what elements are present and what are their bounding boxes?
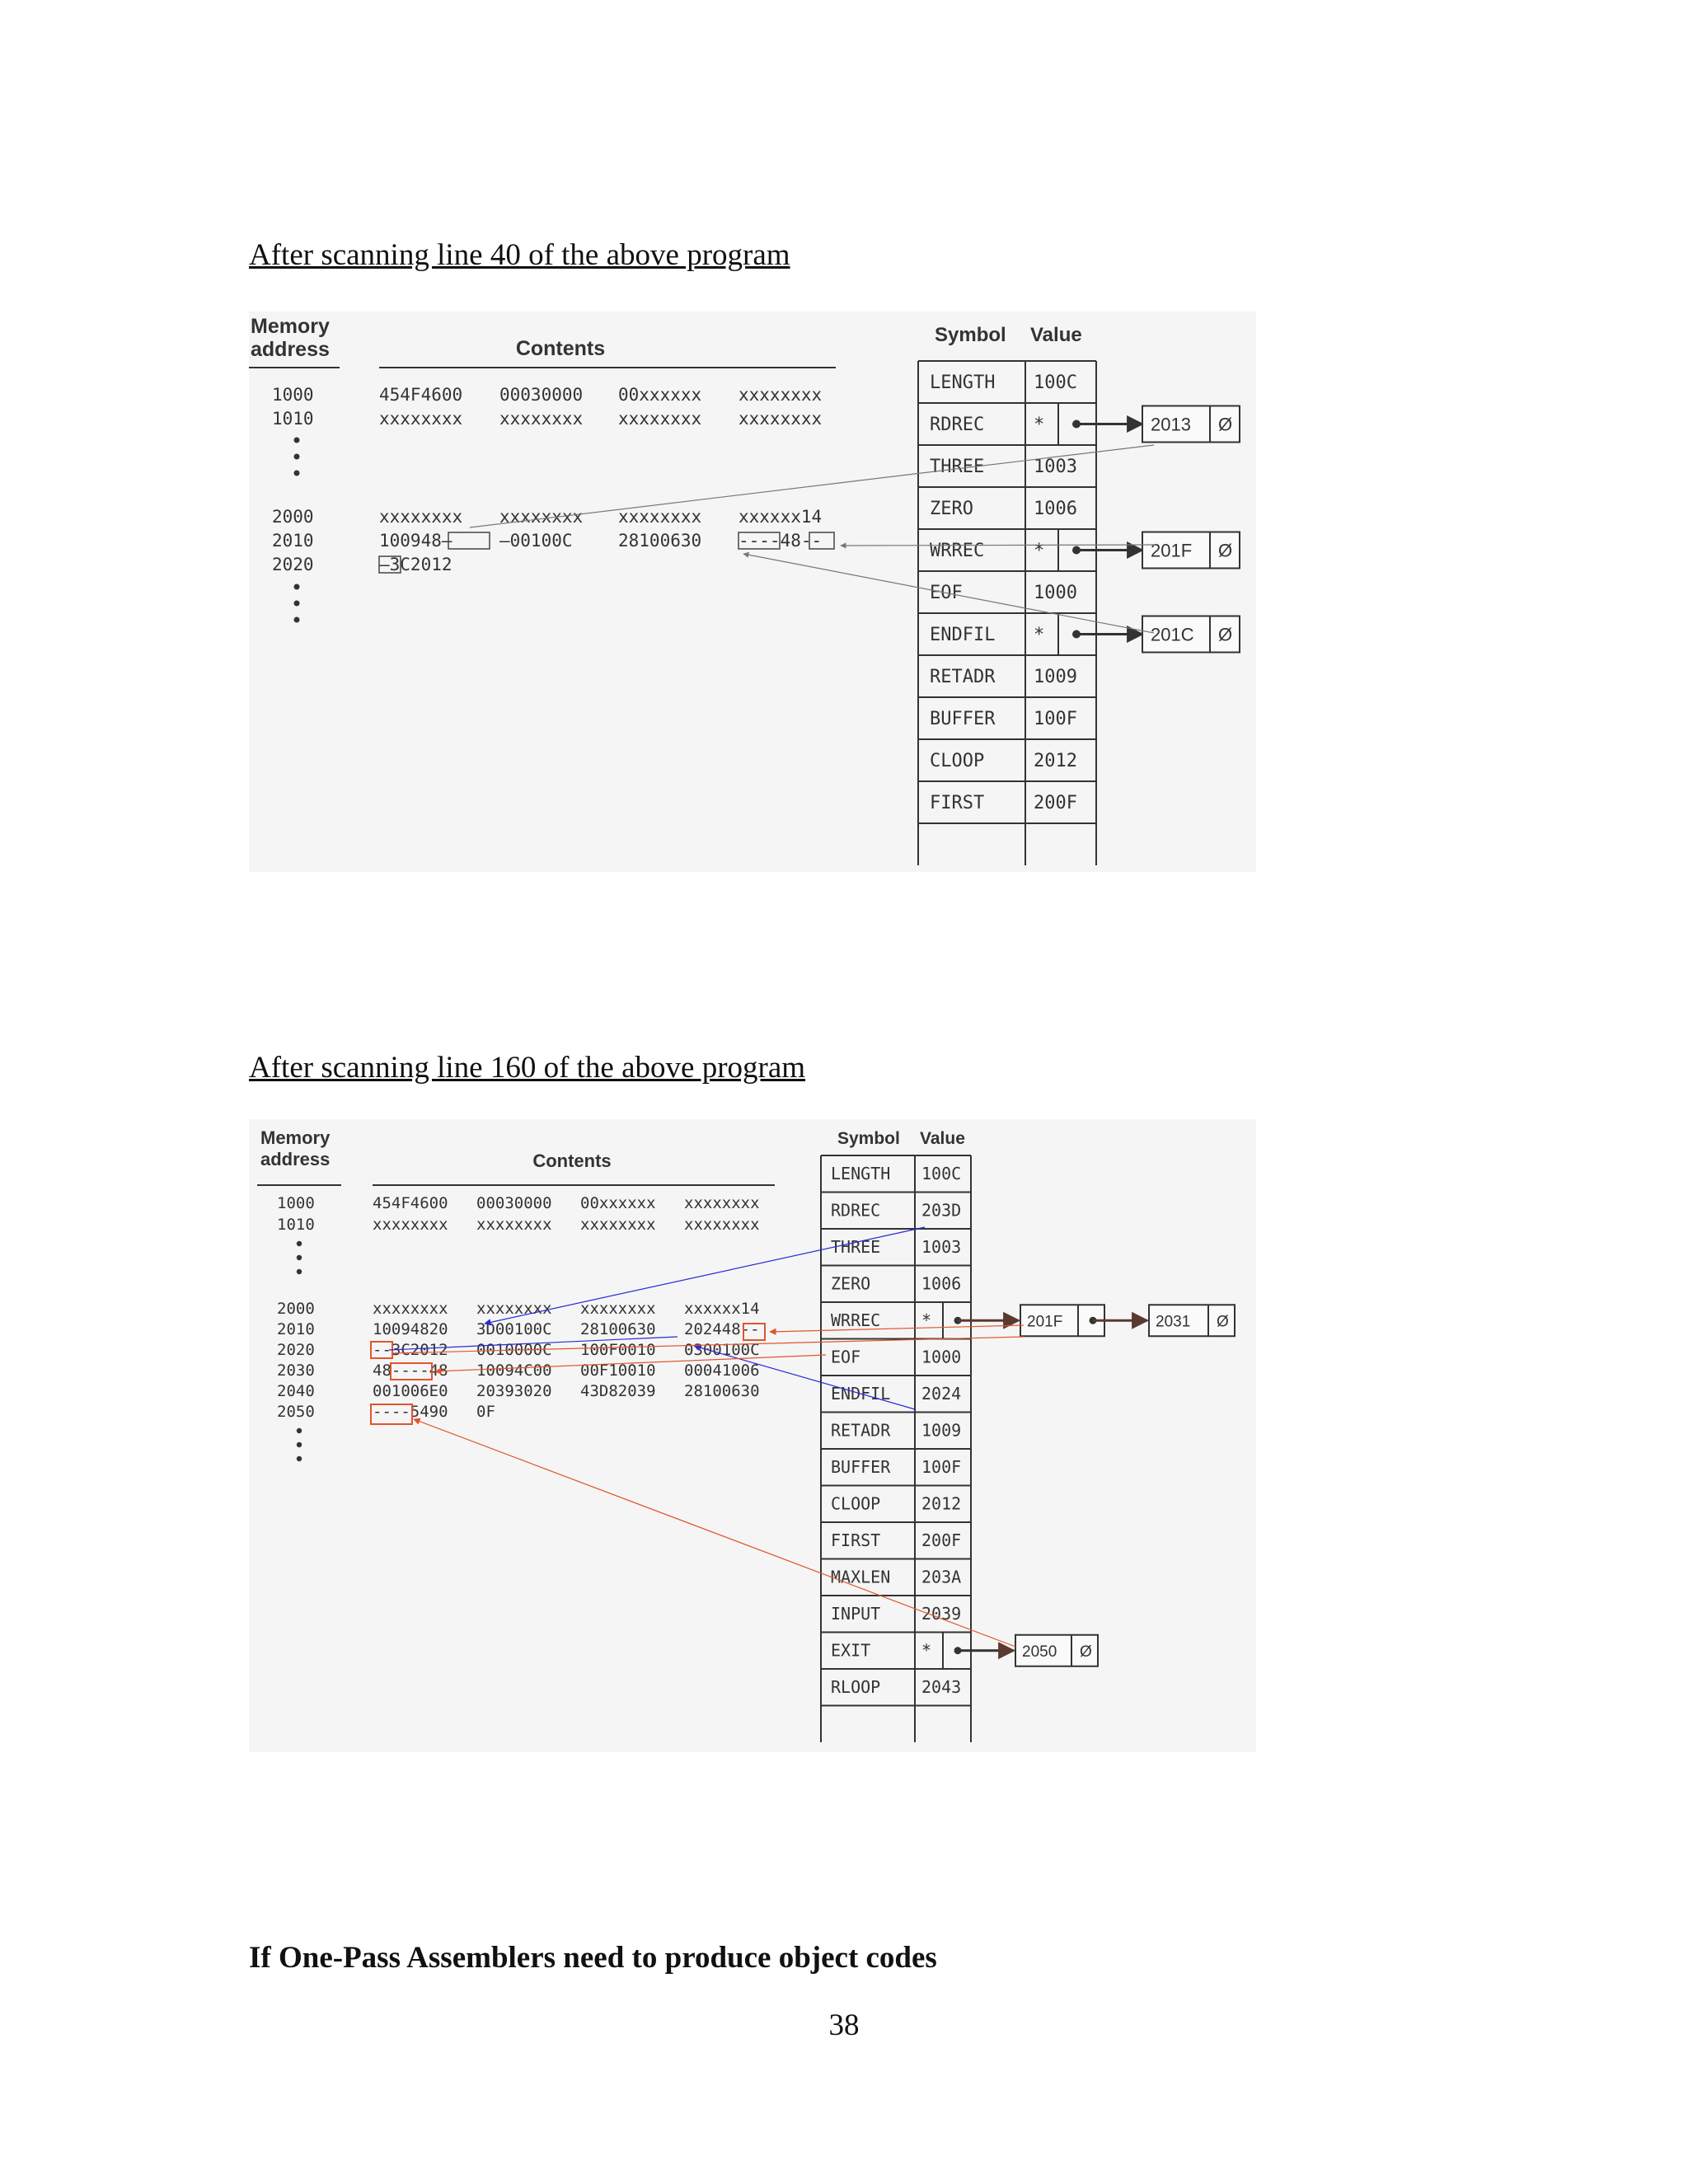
address-header: address (251, 338, 330, 361)
symbol-name: ENDFIL (831, 1384, 891, 1404)
symbol-value: 100F (921, 1457, 962, 1477)
symbol-value: * (1034, 415, 1045, 435)
symbol-name: EOF (831, 1347, 861, 1367)
chain-node-addr: 201C (1151, 624, 1194, 645)
memory-addr: 2000 (272, 507, 314, 527)
symbol-value: 1003 (921, 1237, 962, 1257)
chain-node-null: Ø (1217, 1313, 1229, 1331)
reference-line (841, 545, 1156, 546)
symbol-value: 1009 (921, 1420, 962, 1441)
symbol-value: 1003 (1034, 457, 1077, 477)
memory-cell: 0300100C (684, 1341, 760, 1359)
symbol-value: * (1034, 625, 1045, 645)
figure-line-40-svg (249, 312, 1256, 872)
memory-cell: xxxxxxxx (618, 507, 702, 527)
symbol-name: WRREC (831, 1310, 881, 1330)
memory-cell: 48----48 (373, 1361, 448, 1380)
memory-cell: 00xxxxxx (618, 385, 702, 405)
memory-cell: xxxxxxxx (684, 1194, 760, 1212)
memory-addr: 2040 (277, 1382, 315, 1400)
memory-cell: --3C2012 (373, 1341, 448, 1359)
chain-node-addr: 201F (1027, 1313, 1063, 1331)
symbol-name: EOF (930, 583, 963, 603)
memory-cell: xxxxxxxx (580, 1216, 656, 1234)
symbol-name: BUFFER (930, 709, 996, 729)
symbol-name: RETADR (930, 667, 996, 687)
memory-cell: xxxxxxxx (499, 409, 584, 429)
memory-cell: 00xxxxxx (580, 1194, 656, 1212)
memory-cell: xxxxxxxx (373, 1216, 448, 1234)
memory-cell: 00030000 (499, 385, 584, 405)
symbol-name: ZERO (930, 499, 973, 519)
heading-object-codes: If One-Pass Assemblers need to produce object codes (249, 1941, 937, 1975)
chain-node-addr: 2050 (1022, 1643, 1057, 1661)
figure-line-160-svg (249, 1119, 1256, 1752)
value-header: Value (1030, 324, 1082, 346)
chain-node-addr: 201F (1151, 540, 1193, 561)
memory-cell: xxxxxx14 (738, 507, 823, 527)
chain-node-null: Ø (1080, 1643, 1092, 1661)
memory-cell: xxxxxxxx (373, 1300, 448, 1318)
symbol-name: THREE (930, 457, 985, 477)
symbol-name: WRREC (930, 541, 985, 561)
memory-cell: ----5490 (373, 1403, 448, 1421)
symbol-value: 1000 (921, 1347, 962, 1367)
chain-node-null: Ø (1218, 624, 1233, 645)
symbol-value: * (1034, 541, 1045, 561)
memory-cell: xxxxxxxx (580, 1300, 656, 1318)
symbol-name: RETADR (831, 1420, 891, 1441)
page-number: 38 (828, 2008, 860, 2042)
symbol-value: 2012 (1034, 751, 1077, 771)
address-header: address (260, 1149, 331, 1169)
memory-header: Memory (260, 1127, 331, 1148)
contents-header: Contents (515, 337, 606, 360)
reference-line (743, 554, 1154, 633)
memory-cell: 28100630 (684, 1382, 760, 1400)
memory-addr: 2010 (272, 531, 314, 551)
heading-line-160: After scanning line 160 of the above program (249, 1051, 806, 1085)
memory-addr: 1010 (272, 409, 314, 429)
memory-addr: 2050 (277, 1403, 315, 1421)
symbol-value: 2039 (921, 1604, 962, 1624)
memory-addr: 1010 (277, 1216, 315, 1234)
chain-node-addr: 2031 (1156, 1313, 1191, 1331)
memory-addr: 2010 (277, 1320, 315, 1338)
memory-cell: 28100630 (580, 1320, 656, 1338)
memory-cell: 20393020 (476, 1382, 552, 1400)
symbol-value: 2043 (921, 1677, 962, 1697)
symbol-name: ZERO (831, 1273, 871, 1294)
symbol-value: 100C (1034, 373, 1077, 393)
memory-addr: 2030 (277, 1361, 315, 1380)
symbol-name: BUFFER (831, 1457, 891, 1477)
memory-cell: 43D82039 (580, 1382, 656, 1400)
symbol-name: EXIT (831, 1640, 871, 1661)
placeholder-box (448, 532, 490, 549)
symbol-name: INPUT (831, 1604, 881, 1624)
memory-cell: 202448-- (684, 1320, 760, 1338)
memory-cell: ----48-- (738, 531, 823, 551)
memory-addr: 1000 (272, 385, 314, 405)
symbol-header: Symbol (837, 1129, 900, 1148)
symbol-value: 100F (1034, 709, 1077, 729)
chain-node-null: Ø (1218, 540, 1233, 561)
value-header: Value (920, 1129, 965, 1148)
symbol-value: 1000 (1034, 583, 1077, 603)
symbol-value: 200F (921, 1530, 962, 1550)
figure-line-160 (249, 1119, 1256, 1752)
symbol-value: 2024 (921, 1384, 962, 1404)
figure-line-40 (249, 312, 1256, 872)
symbol-value: 100C (921, 1164, 962, 1183)
memory-cell: 0010000C (476, 1341, 552, 1359)
symbol-name: CLOOP (930, 751, 985, 771)
symbol-name: MAXLEN (831, 1567, 891, 1587)
symbol-name: ENDFIL (930, 625, 996, 645)
symbol-value: * (921, 1310, 932, 1330)
memory-cell: xxxxxxxx (738, 385, 823, 405)
symbol-name: CLOOP (831, 1493, 881, 1514)
memory-addr: 2020 (277, 1341, 315, 1359)
memory-addr: 2000 (277, 1300, 315, 1318)
memory-cell: 001006E0 (373, 1382, 448, 1400)
memory-cell: 100F0010 (580, 1341, 656, 1359)
memory-cell: 10094820 (373, 1320, 448, 1338)
symbol-value: 1009 (1034, 667, 1077, 687)
symbol-value: 200F (1034, 793, 1077, 813)
symbol-name: FIRST (930, 793, 985, 813)
memory-cell: xxxxxxxx (379, 507, 463, 527)
symbol-value: 1006 (921, 1273, 962, 1294)
symbol-name: RDREC (831, 1200, 881, 1221)
memory-header: Memory (251, 315, 330, 338)
memory-cell: xxxxxxxx (738, 409, 823, 429)
memory-cell: xxxxxxxx (476, 1300, 552, 1318)
memory-cell: 454F4600 (373, 1194, 448, 1212)
memory-cell: 0F (476, 1403, 495, 1421)
symbol-name: RDREC (930, 415, 985, 435)
chain-node-addr: 2013 (1151, 414, 1191, 435)
memory-cell: 00030000 (476, 1194, 552, 1212)
memory-cell: 00F10010 (580, 1361, 656, 1380)
memory-cell: 28100630 (618, 531, 702, 551)
symbol-name: THREE (831, 1237, 881, 1257)
symbol-name: LENGTH (930, 373, 996, 393)
memory-cell: xxxxxxxx (499, 507, 584, 527)
symbol-value: * (921, 1640, 932, 1661)
memory-cell: xxxxxxxx (618, 409, 702, 429)
memory-cell: 454F4600 (379, 385, 463, 405)
memory-addr: 1000 (277, 1194, 315, 1212)
symbol-value: 2012 (921, 1493, 962, 1514)
ellipsis-dots (294, 438, 300, 623)
memory-cell: —00100C (499, 531, 573, 551)
symbol-name: RLOOP (831, 1677, 881, 1697)
memory-cell: xxxxxxxx (684, 1216, 760, 1234)
memory-cell: 3D00100C (476, 1320, 552, 1338)
symbol-name: LENGTH (831, 1164, 891, 1183)
symbol-value: 203D (921, 1200, 962, 1221)
memory-cell: 10094C00 (476, 1361, 552, 1380)
memory-cell: 100948— (379, 531, 452, 551)
memory-cell: xxxxxxxx (379, 409, 463, 429)
symbol-value: 1006 (1034, 499, 1077, 519)
symbol-value: 203A (921, 1567, 962, 1587)
contents-header: Contents (532, 1151, 612, 1171)
heading-line-40: After scanning line 40 of the above program (249, 238, 790, 272)
reference-line-red (770, 1325, 1024, 1332)
symbol-name: FIRST (831, 1530, 881, 1550)
memory-cell: 00041006 (684, 1361, 760, 1380)
memory-cell: xxxxxx14 (684, 1300, 760, 1318)
symbol-header: Symbol (935, 324, 1006, 346)
memory-cell: —3C2012 (379, 555, 452, 574)
symbol-table-grid (918, 361, 1096, 865)
memory-cell: xxxxxxxx (476, 1216, 552, 1234)
memory-addr: 2020 (272, 555, 314, 574)
chain-node-null: Ø (1218, 414, 1233, 435)
